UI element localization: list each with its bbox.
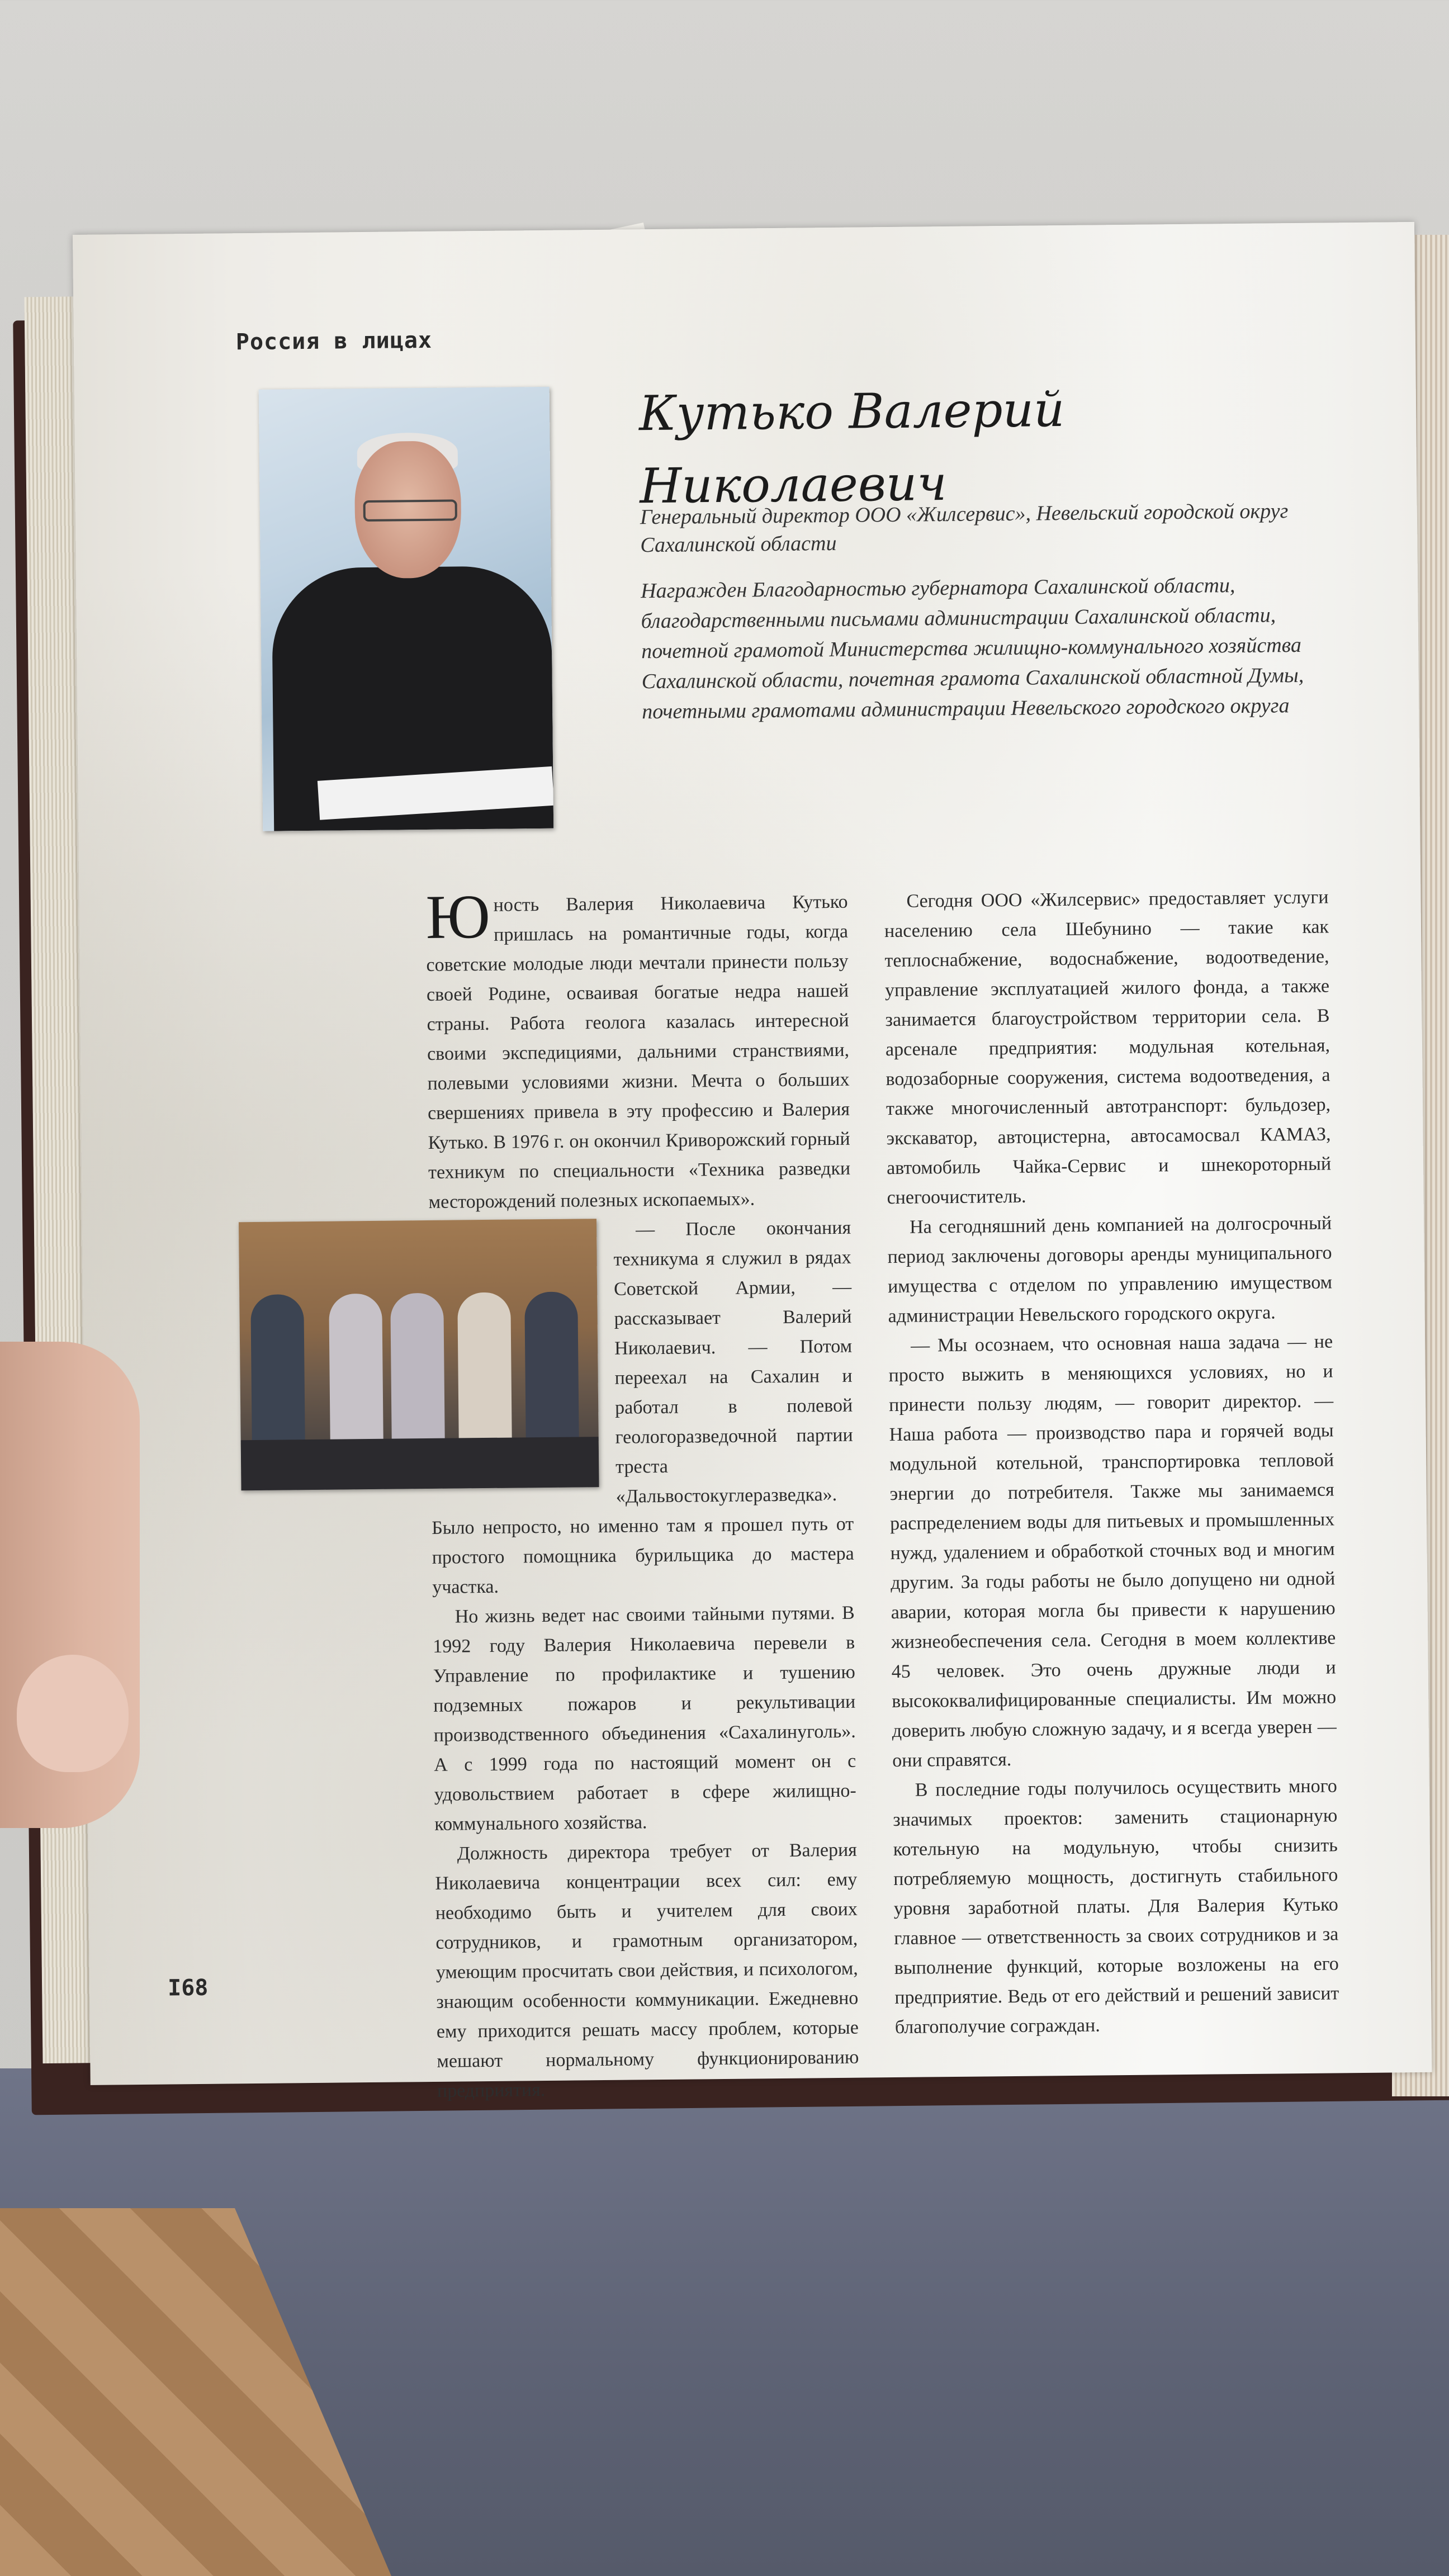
right-paragraph-4: В последние годы получилось осуществить много значимых проектов: заменить стационарную котельную на модульную, чтобы снизить потребляемую мощность, достигнуть стабильного уровня заработной платы. Для Валерия Кутько главное — ответственность за своих сотрудников и за выполнение функций, которые возложены на его предприятие. Ведь от его действий и решений зависит благополучие сограждан. <box>893 1775 1339 2038</box>
person-post: Генеральный директор ООО «Жилсервис», Невельский городской округ Сахалинской области <box>640 499 1289 557</box>
person-awards: Награжден Благодарностью губернатора Сахалинской области, благодарственными письмами администрации Сахалинской области, почетной грамотой Министерства жилищно-коммунального хозяйства Сахалинской области, почетная грамота Сахалинской областной Думы, почетными грамотами администрации Невельского городского округа <box>640 574 1304 724</box>
page-number: I68 <box>167 1974 209 2001</box>
section-header: Россия в лицах <box>235 327 433 356</box>
team-member <box>390 1293 445 1456</box>
portrait-glasses <box>363 499 457 522</box>
right-paragraph-2: На сегодняшний день компанией на долгосрочный период заключены договоры аренды муниципального имущества с отделом по управлению имуществом администрации Невельского городского округа. <box>887 1213 1333 1327</box>
name-line-2: Николаевич <box>639 456 948 515</box>
team-member <box>250 1294 305 1457</box>
office-desk <box>241 1437 599 1490</box>
right-paragraph-3: — Мы осознаем, что основная наша задача — не просто выжить в меняющихся условиях, но и принести пользу людям, — говорит директор. — Наша работа — производство пара и горячей воды модульной котельной, транспортировка тепловой энергии до потребителя. Также мы занимаемся распределением воды для питьевых и промышленных нужд, удалением и обработкой сточных вод и многим другим. За годы работы не было допущено ни одной аварии, которая могла бы привести к нарушению жизнеобеспечения села. Сегодня в моем коллективе 45 человек. Это очень дружные люди и высококвалифицированные специалисты. Им можно доверить любую сложную задачу, и я всегда уверен — они справятся. <box>888 1331 1337 1772</box>
right-column <box>884 882 1339 2042</box>
left-paragraph-1: ность Валерия Николаевича Кутько пришлась на романтичные годы, когда советские молодые люди мечтали принести пользу своей Родине, осваивая богатые недра нашей страны. Работа геолога казалась интересной своими экспедициями, дальними странствиями, полевыми условиями жизни. Мечта о больших свершениях привела в эту профессию и Валерия Кутько. В 1976 г. он окончил Криворожский горный техникум по специальности «Техника разведки месторождений полезных ископаемых». <box>426 891 851 1213</box>
name-line-1: Кутько Валерий <box>638 381 1065 442</box>
team-photo <box>239 1219 599 1490</box>
left-paragraph-3: Но жизнь ведет нас своими тайными путями. В 1992 году Валерия Николаевича перевели в Управление по профилактике и тушению подземных пожаров и рекультивации производственного объединения «Сахалинуголь». А с 1999 года по настоящий момент он с удовольствием работает в сфере жилищно-коммунального хозяйства. <box>433 1602 856 1835</box>
left-column <box>425 882 859 2106</box>
team-member <box>329 1294 383 1456</box>
left-paragraph-2: — После окончания техникума я служил в рядах Советской Армии, — рассказывает Валерий Николаевич. — Потом переехал на Сахалин и работал в полевой геологоразведочной партии треста «Дальвостокуглеразведка». Было непросто, но именно там я прошел путь от простого помощника бурильщика до мастера участка. <box>432 1217 854 1598</box>
left-paragraph-4: Должность директора требует от Валерия Николаевича концентрации всех сил: ему необходимо быть и учителем для своих сотрудников, и грамотным организатором, умеющим просчитать свои действия, и психологом, знающим особенности коммуникации. Ежедневно ему приходится решать массу проблем, которые мешают нормальному функционированию предприятия. <box>435 1839 859 2101</box>
portrait-photo <box>259 387 554 831</box>
team-member <box>524 1291 579 1454</box>
drop-cap: Ю <box>425 882 491 952</box>
team-member <box>457 1292 512 1455</box>
thumb-nail <box>17 1655 129 1772</box>
book-page <box>73 222 1432 2101</box>
right-paragraph-1: Сегодня ООО «Жилсервис» предоставляет услуги населению села Шебунино — такие как теплоснабжение, водоснабжение, водоотведение, управление эксплуатацией жилого фонда, а также занимается благоустройством территории села. В арсенале предприятия: модульная котельная, водозаборные сооружения, система водоотведения, а также многочисленный автотранспорт: бульдозер, экскаватор, автоцистерна, автосамосвал КАМАЗ, автомобиль Чайка-Сервис и шнекороторный снегоочиститель. <box>884 887 1332 1209</box>
